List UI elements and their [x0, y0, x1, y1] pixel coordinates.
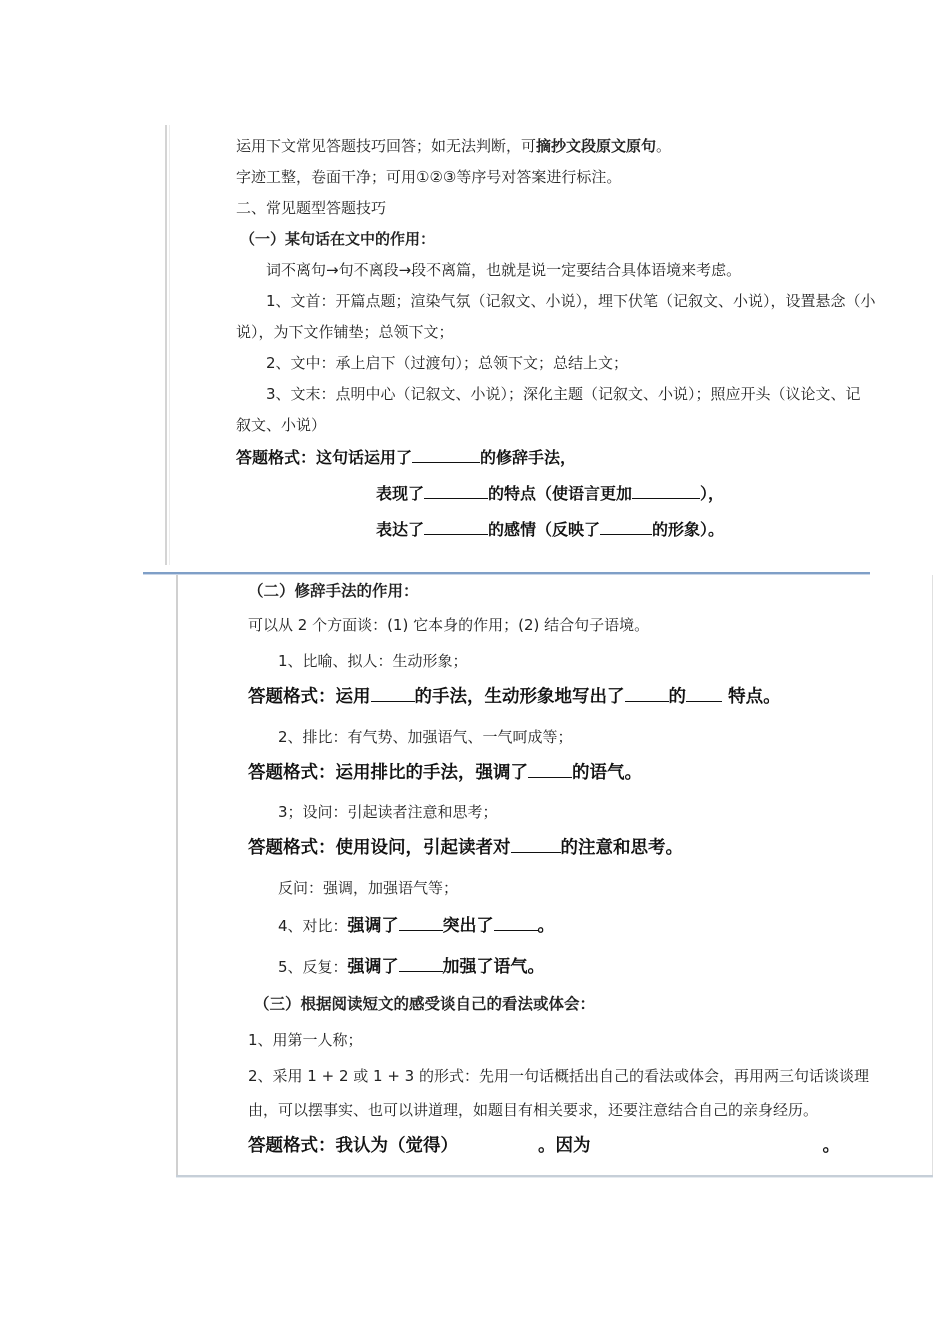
- format-text: 的感情（反映了: [488, 520, 601, 539]
- opinion-structure-cont: 由，可以摆事实、也可以讲道理，如题目有相关要求，还要注意结合自己的亲身经历。: [248, 1101, 819, 1119]
- panel-right-border: [932, 575, 933, 1175]
- blank-line: [399, 916, 443, 931]
- blank-line: [528, 763, 572, 778]
- blank-line: [424, 520, 488, 535]
- format-text: 的形象）。: [652, 520, 725, 539]
- item-end-cont: 叙文、小说）: [236, 416, 327, 434]
- format-text: 答题格式：我认为（觉得）: [248, 1136, 458, 1156]
- format-text: 的手法，生动形象地写出了: [414, 687, 625, 707]
- rhetoric-contrast: [278, 914, 555, 938]
- format-text: 。: [537, 916, 555, 936]
- line1-text: 运用下文常见答题技巧回答；如无法判断，可: [236, 137, 537, 155]
- format-text: 强调了: [347, 957, 399, 977]
- item-label: 5、反复：: [278, 958, 348, 976]
- opinion-first-person: 1、用第一人称；: [248, 1031, 363, 1049]
- format-text: 的语气。: [572, 763, 642, 783]
- format-text: 强调了: [347, 916, 399, 936]
- line-handwriting: 字迹工整，卷面干净；可用①②③等序号对答案进行标注。: [236, 168, 622, 186]
- rhetoric-repetition: [278, 955, 545, 979]
- panel-bottom-border-shadow: [176, 1177, 933, 1178]
- rhetoric-question: 3；设问：引起读者注意和思考；: [278, 803, 498, 821]
- panel-left-border-shadow: [169, 125, 170, 565]
- blank-line: [632, 484, 700, 499]
- format-text: 。因为: [538, 1136, 591, 1156]
- blank-line: [600, 520, 652, 535]
- format-text: 加强了语气。: [442, 957, 545, 977]
- blank-line: [625, 687, 669, 702]
- panel-left-border: [165, 125, 167, 565]
- answer-format-1c: [376, 519, 724, 541]
- answer-format-question: [248, 836, 683, 860]
- format-text: 答题格式：使用设问，引起读者对: [248, 838, 511, 858]
- blank-line: [399, 957, 443, 972]
- answer-format-opinion: [248, 1134, 840, 1158]
- format-text: 的特点（使语言更加: [488, 484, 633, 503]
- rhetoric-intro: 可以从 2 个方面谈：(1) 它本身的作用；(2) 结合句子语境。: [248, 616, 650, 634]
- line1-bold-text: 摘抄文段原文原句: [536, 137, 657, 155]
- subsection-title-opinion: （三）根据阅读短文的感受谈自己的看法或体会：: [254, 995, 596, 1013]
- format-text: ），: [700, 484, 725, 503]
- answer-format-metaphor: [248, 685, 781, 709]
- panel-top-border-shadow: [143, 574, 870, 575]
- blank-line: [371, 687, 415, 702]
- subsection-title-rhetoric: （二）修辞手法的作用：: [248, 582, 419, 600]
- answer-format-parallelism: [248, 761, 642, 785]
- format-text: 突出了: [442, 916, 494, 936]
- format-text: 答题格式：运用: [248, 687, 371, 707]
- blank-line: [424, 484, 488, 499]
- item-beginning-cont: 说），为下文作铺垫；总领下文；: [236, 323, 454, 341]
- sentence-role-intro: 词不离句→句不离段→段不离篇，也就是说一定要结合具体语境来考虑。: [266, 261, 742, 279]
- section-title: 二、常见题型答题技巧: [236, 199, 387, 217]
- format-text: 表达了: [376, 520, 425, 539]
- format-text: 表现了: [376, 484, 425, 503]
- format-text: 的注意和思考。: [560, 838, 683, 858]
- blank-line: [511, 838, 561, 853]
- item-end: 3、文末：点明中心（记叙文、小说）；深化主题（记叙文、小说）；照应开头（议论文、记: [266, 385, 861, 403]
- panel-left-border: [176, 575, 178, 1175]
- subsection-title-sentence-role: （一）某句话在文中的作用：: [240, 230, 436, 248]
- panel-rhetoric: [143, 572, 935, 1182]
- item-beginning: 1、文首：开篇点题；渲染气氛（记叙文、小说），埋下伏笔（记叙文、小说），设置悬念（小: [266, 292, 876, 310]
- format-text: 的修辞手法，: [480, 448, 577, 467]
- rhetoric-metaphor: 1、比喻、拟人：生动形象；: [278, 652, 468, 670]
- rhetoric-parallelism: 2、排比：有气势、加强语气、一气呵成等；: [278, 728, 573, 746]
- answer-format-1a: [236, 447, 576, 469]
- blank-line: [494, 916, 538, 931]
- line-copy-original: [236, 136, 671, 156]
- rhetoric-rhetorical-question: 反问：强调，加强语气等；: [278, 879, 459, 897]
- item-label: 4、对比：: [278, 917, 348, 935]
- blank-line: [686, 687, 722, 702]
- format-text: 特点。: [722, 687, 781, 707]
- format-text: 答题格式：这句话运用了: [236, 448, 413, 467]
- format-text: 答题格式：运用排比的手法，强调了: [248, 763, 528, 783]
- line1-end: 。: [656, 137, 672, 155]
- blank-line: [412, 448, 480, 463]
- opinion-structure: 2、采用 1 + 2 或 1 + 3 的形式：先用一句话概括出自己的看法或体会，再用两三句话谈谈理: [248, 1067, 870, 1085]
- answer-format-1b: [376, 483, 724, 505]
- format-text: 的: [668, 687, 686, 707]
- format-text: 。: [822, 1136, 840, 1156]
- item-middle: 2、文中：承上启下（过渡句）；总领下文；总结上文；: [266, 354, 629, 372]
